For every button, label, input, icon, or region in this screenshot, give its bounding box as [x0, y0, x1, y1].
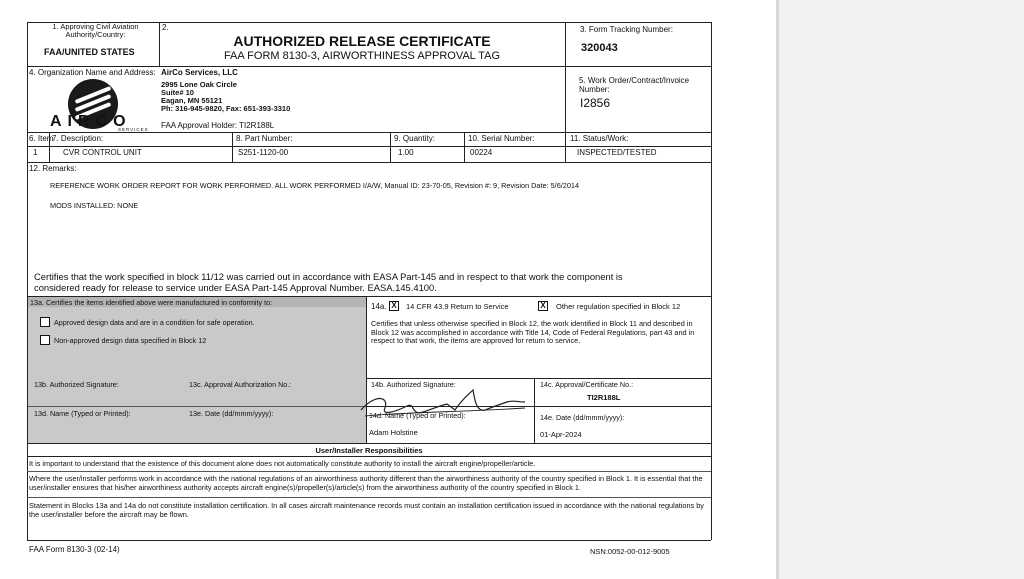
- form-title: AUTHORIZED RELEASE CERTIFICATE: [233, 33, 491, 49]
- adjacent-page: [776, 0, 1024, 579]
- certificate-number: TI2R188L: [587, 393, 621, 402]
- cfr-return-label: 14 CFR 43.9 Return to Service: [406, 302, 509, 311]
- responsibilities-paragraph-1: It is important to understand that the existence of this document alone does not automatically constitute authority to install the aircraft engine/propeller/article.: [29, 459, 536, 468]
- remarks-label: 12. Remarks:: [29, 164, 77, 173]
- remarks-line-1: REFERENCE WORK ORDER REPORT FOR WORK PERFORMED. ALL WORK PERFORMED I/A/W, Manual ID: 23-70-05, Revision #: 9, Revision Date: 5/6/2014: [50, 181, 580, 190]
- approved-design-label: Approved design data and are in a condition for safe operation.: [54, 318, 255, 327]
- item-number: 1: [33, 148, 38, 157]
- release-date: 01-Apr-2024: [540, 430, 582, 439]
- block3-label: 3. Form Tracking Number:: [580, 25, 673, 34]
- block14a-label: 14a.: [371, 302, 387, 311]
- block1-value: FAA/UNITED STATES: [44, 47, 135, 57]
- item-description: CVR CONTROL UNIT: [63, 148, 142, 157]
- approved-design-checkbox[interactable]: [40, 317, 50, 327]
- org-address-1: 2995 Lone Oak Circle: [161, 80, 237, 89]
- airco-logo-subtext: SERVICES: [118, 127, 149, 132]
- block14e-label: 14e. Date (dd/mmm/yyyy):: [540, 413, 625, 422]
- header-status: 11. Status/Work:: [570, 134, 629, 143]
- org-label: 4. Organization Name and Address:: [29, 68, 156, 77]
- form-number: FAA Form 8130-3 (02-14): [29, 545, 120, 554]
- item-quantity: 1.00: [398, 148, 414, 157]
- block2-label: 2.: [162, 23, 169, 32]
- item-serial: 00224: [470, 148, 493, 157]
- signer-name: Adam Holstine: [369, 428, 418, 437]
- block13a-label: 13a. Certifies the items identified above were manufactured in conformity to:: [30, 298, 273, 307]
- header-part-number: 8. Part Number:: [236, 134, 293, 143]
- block14c-label: 14c. Approval/Certificate No.:: [540, 380, 634, 389]
- responsibilities-title: User/Installer Responsibilities: [315, 446, 423, 455]
- form-subtitle: FAA FORM 8130-3, AIRWORTHINESS APPROVAL TAG: [223, 50, 501, 62]
- easa-statement-2: considered ready for release to service under EASA Part-145 Approval Number. EASA.145.4100.: [34, 282, 437, 293]
- block14b-label: 14b. Authorized Signature:: [371, 380, 456, 389]
- org-address-3: Eagan, MN 55121: [161, 96, 223, 105]
- header-serial: 10. Serial Number:: [468, 134, 535, 143]
- work-order-number: I2856: [580, 96, 611, 110]
- org-name: AirCo Services, LLC: [161, 68, 238, 77]
- item-status: INSPECTED/TESTED: [577, 148, 657, 157]
- cfr-return-checkbox[interactable]: X: [389, 301, 399, 311]
- block14d-label: 14d. Name (Typed or Printed):: [369, 411, 466, 420]
- non-approved-design-checkbox[interactable]: [40, 335, 50, 345]
- nsn-number: NSN:0052-00-012-9005: [590, 547, 670, 556]
- block14-certification-text: Certifies that unless otherwise specified in Block 12, the work identified in Block 11 and described in Block 12 was accomplished in accordance with Title 14, Code of Federal Regulations, part 43 and in respect to that work, the items are approved for return to service.: [371, 319, 695, 346]
- non-approved-design-label: Non-approved design data specified in Block 12: [54, 336, 207, 345]
- org-phone: Ph: 316-945-9820, Fax: 651-393-3310: [161, 104, 291, 113]
- block13b-label: 13b. Authorized Signature:: [34, 380, 119, 389]
- item-part-number: S251-1120-00: [238, 148, 289, 157]
- header-description: 7. Description:: [52, 134, 104, 143]
- header-quantity: 9. Quantity:: [394, 134, 435, 143]
- approval-holder: FAA Approval Holder: TI2R188L: [161, 121, 275, 130]
- header-item: 6. Item: [29, 134, 54, 143]
- other-regulation-label: Other regulation specified in Block 12: [556, 302, 681, 311]
- block13d-label: 13d. Name (Typed or Printed):: [34, 409, 131, 418]
- airco-logo-text: AIRCO: [50, 113, 132, 130]
- easa-statement-1: Certifies that the work specified in block 11/12 was carried out in accordance with EASA Part-145 and in respect to that work the component is: [34, 271, 623, 282]
- responsibilities-paragraph-2: Where the user/installer performs work in accordance with the national regulations of an airworthiness authority different than the airworthiness authority of the country specified in Block 1. It is essential that the user/installer ensures that his/her airworthiness authority accepts aircraft engine(s)/propeller(s)/article(s) from the airworthiness authority of the country specified in Block 1.: [29, 474, 703, 492]
- block5-label: 5. Work Order/Contract/Invoice Number:: [579, 76, 690, 94]
- block13c-label: 13c. Approval Authorization No.:: [189, 380, 292, 389]
- org-address-2: Suite# 10: [161, 88, 194, 97]
- other-regulation-checkbox[interactable]: X: [538, 301, 548, 311]
- responsibilities-paragraph-3: Statement in Blocks 13a and 14a do not constitute installation certification. In all cases aircraft maintenance records must contain an installation certification issued in accordance with the national regulations by the user/installer before the aircraft may be flown.: [29, 501, 704, 519]
- block13e-label: 13e. Date (dd/mmm/yyyy):: [189, 409, 274, 418]
- remarks-mods: MODS INSTALLED: NONE: [50, 201, 139, 210]
- page-edge: [776, 0, 779, 579]
- block1-label: 1. Approving Civil Aviation Authority/Country:: [52, 22, 139, 39]
- tracking-number: 320043: [581, 42, 618, 54]
